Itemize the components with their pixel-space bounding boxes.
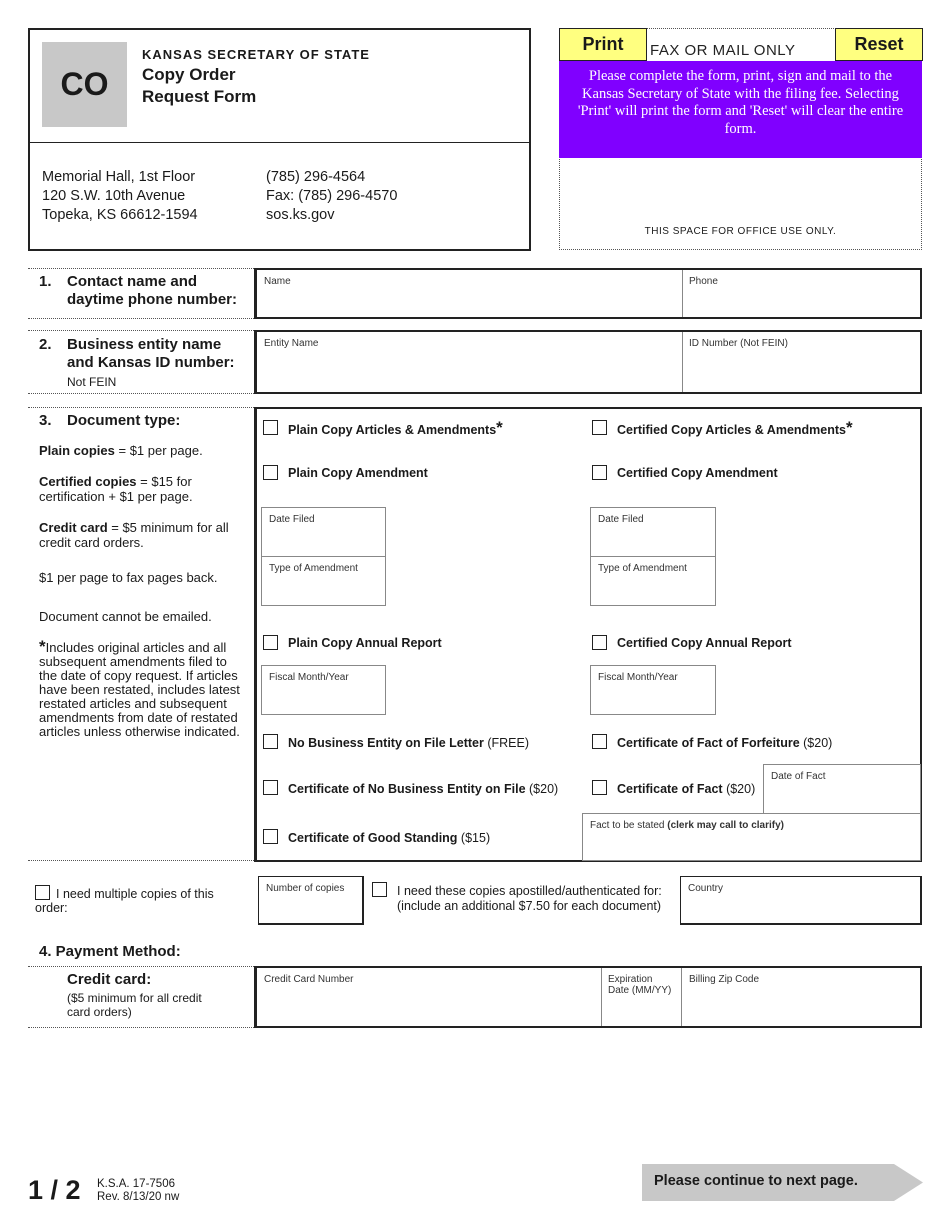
phone-number: (785) 296-4564 <box>266 169 366 185</box>
date-of-fact-field[interactable]: Date of Fact <box>763 764 921 814</box>
expiration-label: Expiration Date (MM/YY) <box>608 974 672 996</box>
s1-bottom-dots <box>28 318 254 319</box>
footnote-asterisk: * <box>39 637 46 656</box>
plain-annual-option[interactable]: Plain Copy Annual Report <box>263 635 442 650</box>
cert-fact-option[interactable]: Certificate of Fact ($20) <box>592 780 755 796</box>
apostille-line-2: (include an additional $7.50 for each document) <box>397 899 662 913</box>
no-entity-letter-checkbox[interactable] <box>263 734 278 749</box>
s3-bottom-dots <box>28 860 254 861</box>
certified-articles-checkbox[interactable] <box>592 420 607 435</box>
cert-fact-checkbox[interactable] <box>592 780 607 795</box>
reset-button[interactable]: Reset <box>835 28 923 61</box>
s1-top-dots <box>28 268 254 269</box>
forfeiture-checkbox[interactable] <box>592 734 607 749</box>
website: sos.ks.gov <box>266 207 335 223</box>
billing-zip-input[interactable] <box>682 968 923 1026</box>
no-email-note: Document cannot be emailed. <box>39 609 212 624</box>
plain-articles-checkbox[interactable] <box>263 420 278 435</box>
address-line-2: 120 S.W. 10th Avenue <box>42 188 186 204</box>
page-number: 1 / 2 <box>28 1175 81 1205</box>
co-logo: CO <box>42 42 127 127</box>
no-entity-cert-option[interactable]: Certificate of No Business Entity on File ($20) <box>263 780 558 796</box>
plain-amendment-checkbox[interactable] <box>263 465 278 480</box>
plain-articles-option[interactable]: Plain Copy Articles & Amendments* <box>263 420 503 437</box>
section2-box <box>254 330 922 394</box>
name-input[interactable] <box>257 270 682 317</box>
no-entity-letter-option[interactable]: No Business Entity on File Letter (FREE) <box>263 734 529 750</box>
plain-amendment-option[interactable]: Plain Copy Amendment <box>263 465 428 480</box>
cert-date-filed-field[interactable]: Date Filed <box>590 507 716 557</box>
s2-top-dots <box>28 330 254 331</box>
certified-articles-option[interactable]: Certified Copy Articles & Amendments* <box>592 420 853 437</box>
name-label: Name <box>264 276 291 287</box>
address-block <box>42 168 198 225</box>
form-title-1: Copy Order <box>142 65 236 84</box>
statute-ref: K.S.A. 17-7506 <box>97 1178 175 1190</box>
address-line-3: Topeka, KS 66612-1594 <box>42 207 198 223</box>
apostille-line-1: I need these copies apostilled/authenticated for: <box>397 884 662 898</box>
plain-copies-note: Plain copies = $1 per page. <box>39 443 203 458</box>
continue-text: Please continue to next page. <box>654 1173 858 1189</box>
section2-title: Business entity name and Kansas ID number: <box>67 336 235 371</box>
agency-name: KANSAS SECRETARY OF STATE <box>142 47 370 62</box>
billing-zip-label: Billing Zip Code <box>689 974 760 985</box>
apostille-option[interactable] <box>372 882 662 914</box>
section1-number: 1. <box>39 273 52 290</box>
expiration-input[interactable] <box>602 968 681 1026</box>
certified-copies-note: Certified copies = $15 for certification + $1 per page. <box>39 474 193 504</box>
asterisk-mark: * <box>496 418 503 437</box>
plain-type-amendment-field[interactable]: Type of Amendment <box>261 556 386 606</box>
entity-name-input[interactable] <box>257 332 682 392</box>
phone-input[interactable] <box>683 270 923 317</box>
section3-title: Document type: <box>67 412 181 429</box>
plain-fiscal-field[interactable]: Fiscal Month/Year <box>261 665 386 715</box>
asterisk-mark: * <box>845 418 853 437</box>
address-line-1: Memorial Hall, 1st Floor <box>42 169 196 185</box>
multiple-copies-checkbox[interactable] <box>35 885 50 900</box>
entity-name-label: Entity Name <box>264 338 319 349</box>
no-entity-cert-checkbox[interactable] <box>263 780 278 795</box>
instructions-banner: Please complete the form, print, sign and mail to the Kansas Secretary of State with the filing fee. Selecting 'Print' will print the form and 'Reset' will clear the entire form. <box>559 61 922 158</box>
section2-note: Not FEIN <box>67 375 117 389</box>
form-title-2: Request Form <box>142 87 257 106</box>
credit-card-min-note: ($5 minimum for all credit card orders) <box>67 991 202 1019</box>
apostille-checkbox[interactable] <box>372 882 387 897</box>
certified-annual-checkbox[interactable] <box>592 635 607 650</box>
print-button[interactable]: Print <box>559 28 647 61</box>
country-field[interactable]: Country <box>680 876 922 925</box>
section4-box <box>254 966 922 1028</box>
section1-box <box>254 268 922 319</box>
fax-back-note: $1 per page to fax pages back. <box>39 570 218 585</box>
good-standing-checkbox[interactable] <box>263 829 278 844</box>
multiple-copies-option[interactable]: I need multiple copies of this order: <box>35 887 214 915</box>
plain-annual-checkbox[interactable] <box>263 635 278 650</box>
id-number-input[interactable] <box>683 332 923 392</box>
revision-ref: Rev. 8/13/20 nw <box>97 1191 180 1203</box>
good-standing-option[interactable]: Certificate of Good Standing ($15) <box>263 829 490 845</box>
continue-banner <box>642 1164 924 1201</box>
cert-type-amendment-field[interactable]: Type of Amendment <box>590 556 716 606</box>
cc-number-label: Credit Card Number <box>264 974 354 985</box>
s4-bottom-dots <box>28 1027 254 1028</box>
cert-fiscal-field[interactable]: Fiscal Month/Year <box>590 665 716 715</box>
credit-card-title: Credit card: <box>67 971 152 988</box>
header-box <box>28 28 531 251</box>
plain-date-filed-field[interactable]: Date Filed <box>261 507 386 557</box>
phone-label: Phone <box>689 276 718 287</box>
section4-title: 4. Payment Method: <box>39 943 181 960</box>
certified-amendment-checkbox[interactable] <box>592 465 607 480</box>
header-divider <box>30 142 529 143</box>
fax-number: Fax: (785) 296-4570 <box>266 188 398 204</box>
footnote: *Includes original articles and all subsequent amendments filed to the date of copy request. If articles have been restated, includes latest restated articles and subsequent amendments from date of restated articles unless otherwise indicated. <box>39 637 240 739</box>
s3-top-dots <box>28 407 254 408</box>
section3-info <box>39 443 244 739</box>
contact-block <box>266 168 397 225</box>
certified-amendment-option[interactable]: Certified Copy Amendment <box>592 465 778 480</box>
number-of-copies-field[interactable]: Number of copies <box>258 876 364 925</box>
forfeiture-option[interactable]: Certificate of Fact of Forfeiture ($20) <box>592 734 832 750</box>
section3-number: 3. <box>39 412 52 429</box>
credit-card-note: Credit card = $5 minimum for all credit card orders. <box>39 520 229 550</box>
certified-annual-option[interactable]: Certified Copy Annual Report <box>592 635 792 650</box>
fax-mail-label: FAX OR MAIL ONLY <box>650 42 796 59</box>
office-use-label: THIS SPACE FOR OFFICE USE ONLY. <box>644 226 837 237</box>
s4-top-dots <box>28 966 254 967</box>
s2-bottom-dots <box>28 393 254 394</box>
id-number-label: ID Number (Not FEIN) <box>689 338 788 349</box>
section2-number: 2. <box>39 336 52 353</box>
fact-stated-field[interactable]: Fact to be stated (clerk may call to clarify) <box>582 813 921 861</box>
cc-number-input[interactable] <box>257 968 601 1026</box>
section1-title: Contact name and daytime phone number: <box>67 273 238 308</box>
